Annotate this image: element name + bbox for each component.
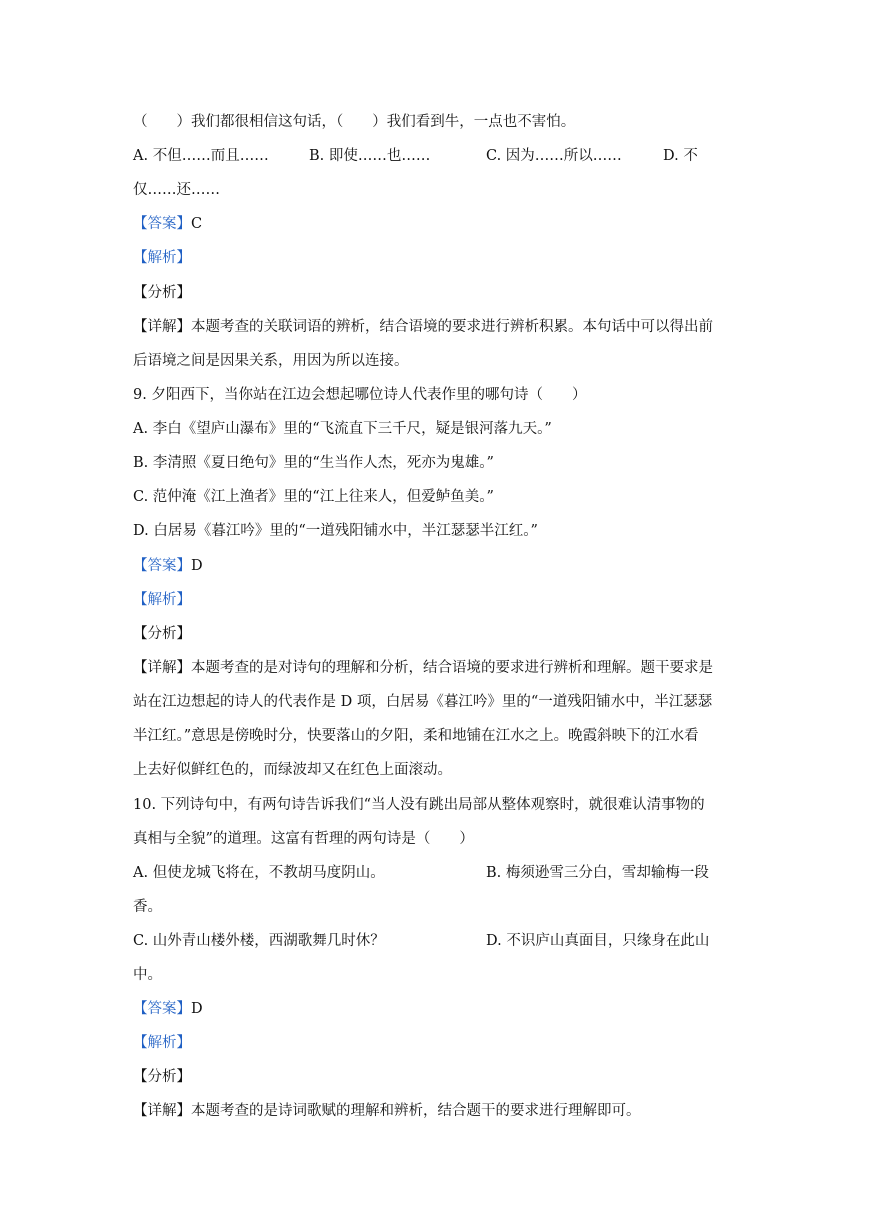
q9-detail-line-3: 半江红。”意思是傍晚时分，快要落山的夕阳，柔和地铺在江水之上。晚霞斜映下的江水看 bbox=[133, 728, 699, 744]
answer-label: 【答案】 bbox=[133, 1001, 191, 1017]
detail-text: 本题考查的关联词语的辨析，结合语境的要求进行辨析积累。本句话中可以得出前 bbox=[191, 319, 713, 335]
q8-detail-line-1 bbox=[133, 317, 713, 337]
q10-fenxi-label: 【分析】 bbox=[133, 1069, 191, 1085]
q9-option-d: D. 白居易《暮江吟》里的“一道残阳铺水中，半江瑟瑟半江红。” bbox=[133, 523, 538, 539]
q9-fenxi-label: 【分析】 bbox=[133, 626, 191, 642]
q9-option-a: A. 李白《望庐山瀑布》里的“飞流直下三千尺，疑是银河落九天。” bbox=[133, 421, 552, 437]
answer-label: 【答案】 bbox=[133, 216, 191, 232]
answer-value: D bbox=[191, 558, 203, 574]
q9-detail-line-1 bbox=[133, 658, 713, 678]
answer-label: 【答案】 bbox=[133, 558, 191, 574]
q9-option-c: C. 范仲淹《江上渔者》里的“江上往来人，但爱鲈鱼美。” bbox=[133, 489, 494, 505]
q8-option-c: C. 因为……所以…… bbox=[486, 148, 622, 164]
q9-detail-line-2: 站在江边想起的诗人的代表作是 D 项，白居易《暮江吟》里的“一道残阳铺水中，半江瑟瑟 bbox=[133, 694, 713, 710]
q10-option-b: B. 梅须逊雪三分白，雪却输梅一段 bbox=[486, 865, 709, 881]
q9-option-b: B. 李清照《夏日绝句》里的“生当作人杰，死亦为鬼雄。” bbox=[133, 455, 494, 471]
q8-answer bbox=[133, 214, 202, 234]
detail-label: 【详解】 bbox=[133, 319, 191, 335]
q10-option-a: A. 但使龙城飞将在，不教胡马度阴山。 bbox=[133, 865, 385, 881]
q9-analysis-label: 【解析】 bbox=[133, 592, 191, 608]
detail-label: 【详解】 bbox=[133, 660, 191, 676]
q8-option-a: A. 不但……而且…… bbox=[133, 148, 269, 164]
q10-stem-line-2: 真相与全貌”的道理。这富有哲理的两句诗是（ ） bbox=[133, 831, 474, 847]
q9-answer bbox=[133, 556, 203, 576]
answer-value: C bbox=[191, 216, 203, 232]
q10-option-d-continued: 中。 bbox=[133, 967, 162, 983]
answer-value: D bbox=[191, 1001, 203, 1017]
q10-detail-line-1 bbox=[133, 1101, 641, 1121]
q8-stem: （ ）我们都很相信这句话，（ ）我们看到牛，一点也不害怕。 bbox=[133, 114, 576, 130]
detail-text: 本题考查的是诗词歌赋的理解和辨析，结合题干的要求进行理解即可。 bbox=[191, 1103, 641, 1119]
q10-option-b-continued: 香。 bbox=[133, 899, 162, 915]
q10-stem-line-1: 10. 下列诗句中，有两句诗告诉我们“当人没有跳出局部从整体观察时，就很难认清事物的 bbox=[133, 797, 705, 813]
q8-option-d: D. 不 bbox=[663, 148, 698, 164]
q8-option-b: B. 即使……也…… bbox=[309, 148, 431, 164]
q9-detail-line-4: 上去好似鲜红色的，而绿波却又在红色上面滚动。 bbox=[133, 762, 452, 778]
detail-text: 本题考查的是对诗句的理解和分析，结合语境的要求进行辨析和理解。题干要求是 bbox=[191, 660, 713, 676]
q10-answer bbox=[133, 999, 203, 1019]
q10-option-c: C. 山外青山楼外楼，西湖歌舞几时休？ bbox=[133, 933, 385, 949]
detail-label: 【详解】 bbox=[133, 1103, 191, 1119]
q9-stem: 9. 夕阳西下，当你站在江边会想起哪位诗人代表作里的哪句诗（ ） bbox=[133, 387, 587, 403]
q8-fenxi-label: 【分析】 bbox=[133, 285, 191, 301]
q8-option-d-continued: 仅……还…… bbox=[133, 182, 220, 198]
q10-analysis-label: 【解析】 bbox=[133, 1035, 191, 1051]
q8-detail-line-2: 后语境之间是因果关系，用因为所以连接。 bbox=[133, 353, 409, 369]
q10-option-d: D. 不识庐山真面目，只缘身在此山 bbox=[486, 933, 710, 949]
q8-analysis-label: 【解析】 bbox=[133, 250, 191, 266]
